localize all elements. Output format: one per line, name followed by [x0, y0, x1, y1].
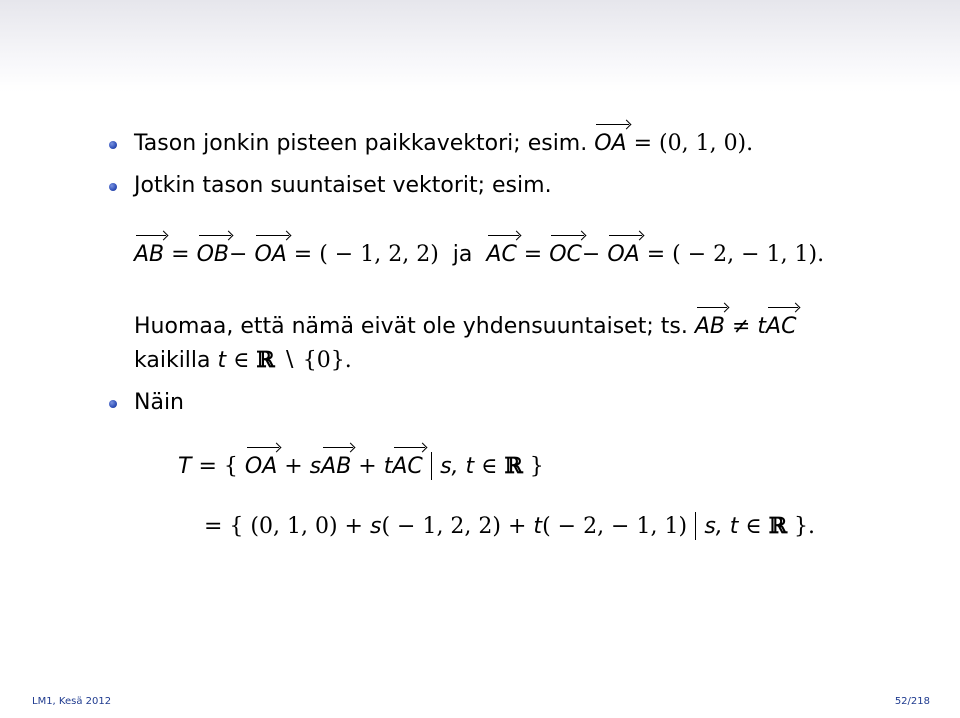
note-text: Huomaa, että nämä eivät ole yhdensuuntaiset; ts. [134, 314, 695, 339]
reals-symbol: ℝ [256, 347, 275, 373]
vector-oa: OA [254, 242, 287, 267]
scalar-s: s [309, 454, 322, 479]
vector-ob: OB [196, 242, 229, 267]
set-builder-bar [431, 452, 432, 480]
eq3-close: }. [787, 514, 815, 539]
vector-ac: AC [486, 242, 517, 267]
bullet-2 [134, 172, 552, 200]
bullet-2-text: Jotkin tason suuntaiset vektorit; esim. [134, 173, 552, 198]
scalar-t: t [217, 348, 227, 373]
element-of-sign: ∈ [474, 454, 505, 479]
scalar-t: t [383, 454, 393, 479]
scalars-st: s, t [440, 454, 475, 479]
scalar-t: t [533, 514, 543, 539]
vector-ab: AB [321, 454, 352, 479]
vector-oc: OC [549, 242, 582, 267]
equation-3 [204, 512, 815, 541]
eq2-close: } [522, 454, 544, 479]
bullet-icon [109, 183, 117, 191]
bullet-1 [134, 130, 753, 158]
bullet-1-math: = (0, 1, 0). [626, 131, 754, 156]
reals-symbol: ℝ [768, 513, 787, 539]
element-of-sign: ∈ [226, 348, 257, 373]
vector-oa: OA [244, 454, 278, 479]
set-minus-zero: ∖ {0}. [274, 348, 352, 373]
eq2-open: = { [191, 454, 245, 479]
vector-oa: OA [594, 131, 627, 156]
set-t: T [178, 454, 192, 479]
element-of-sign: ∈ [738, 514, 769, 539]
equation-1 [134, 241, 824, 269]
set-builder-bar [695, 512, 696, 540]
vector-ac: AC [766, 314, 797, 339]
bullet-1-text: Tason jonkin pisteen paikkavektori; esim. [134, 131, 595, 156]
eq3-part-a: = { (0, 1, 0) + [204, 514, 370, 539]
vector-ac: AC [392, 454, 423, 479]
eq3-part-b: ( − 1, 2, 2) + [381, 514, 534, 539]
eq3-part-c: ( − 2, − 1, 1) [542, 514, 688, 539]
bullet-icon [109, 400, 117, 408]
eq1-equals-2: = [516, 242, 550, 267]
eq2-plus: + [277, 454, 310, 479]
not-equal-sign: ≠ [724, 314, 758, 339]
bullet-3-text: Näin [134, 390, 184, 415]
eq1-value-ab: = ( − 1, 2, 2) [286, 242, 439, 267]
scalar-t: t [757, 314, 767, 339]
footer-page-number: 52/218 [894, 696, 930, 707]
eq1-value-ac: = ( − 2, − 1, 1). [639, 242, 825, 267]
eq1-equals: = [164, 242, 197, 267]
eq1-ja: ja [452, 242, 473, 267]
equation-2 [178, 452, 544, 481]
bullet-icon [109, 141, 117, 149]
eq1-minus: − [229, 242, 255, 267]
vector-oa: OA [607, 242, 640, 267]
scalars-st: s, t [704, 514, 739, 539]
note2-text: kaikilla [134, 348, 218, 373]
footer-left: LM1, Kesä 2012 [32, 696, 112, 707]
note-line-2 [134, 346, 352, 375]
scalar-s: s [369, 514, 382, 539]
header-band [0, 0, 960, 92]
vector-ab: AB [694, 314, 725, 339]
eq1-minus-2: − [581, 242, 608, 267]
eq2-plus-2: + [351, 454, 384, 479]
note-line-1 [134, 313, 796, 341]
bullet-3 [134, 389, 184, 417]
vector-ab: AB [134, 242, 165, 267]
reals-symbol: ℝ [504, 453, 523, 479]
